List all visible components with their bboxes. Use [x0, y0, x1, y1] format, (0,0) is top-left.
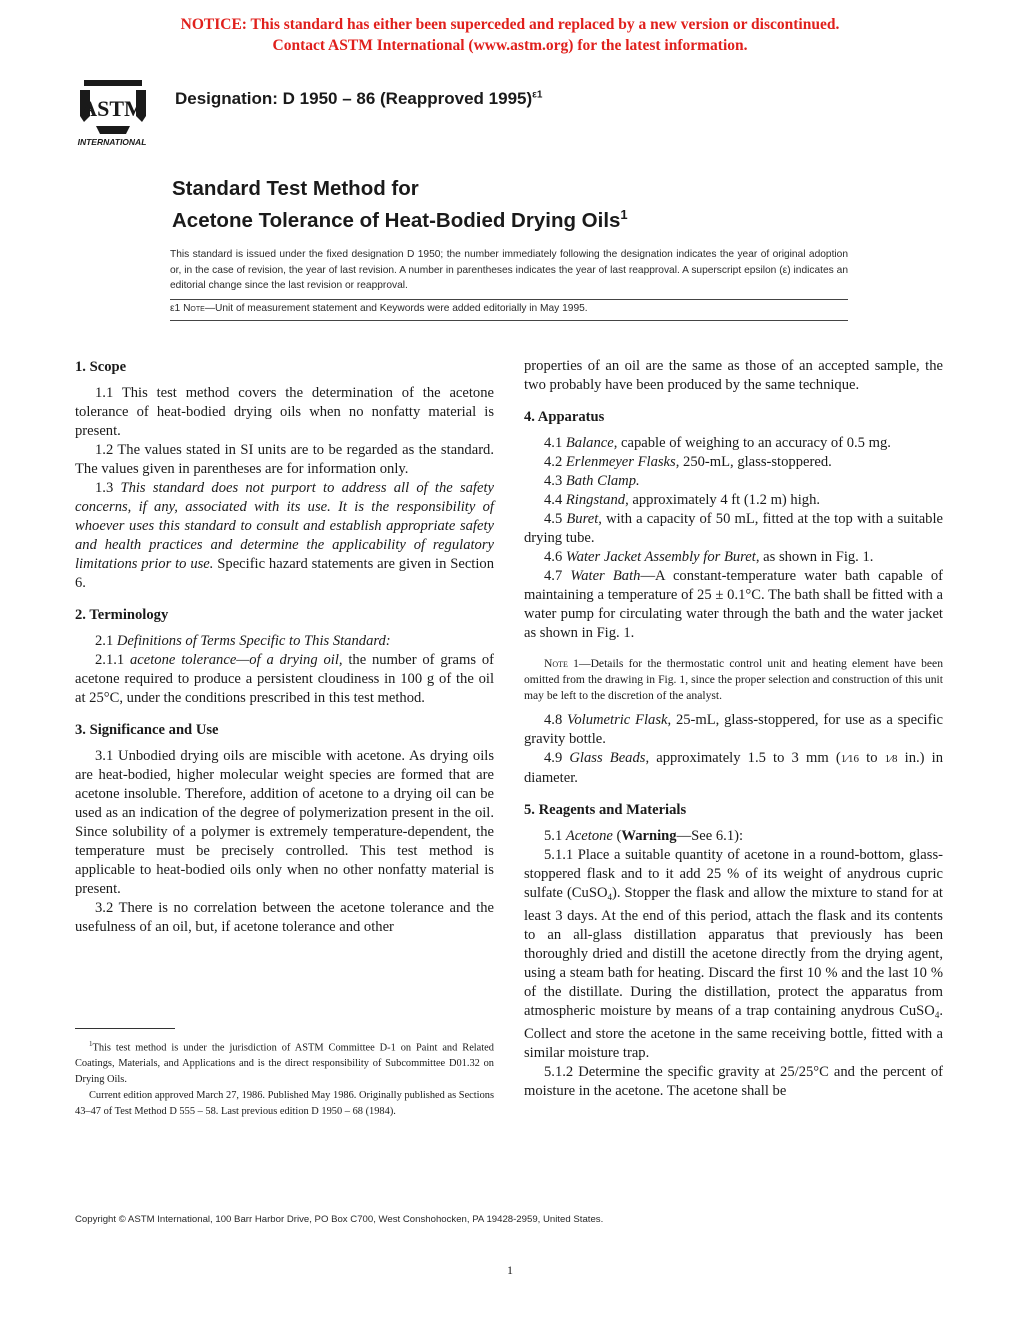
logo-text: ASTM	[81, 96, 145, 121]
editorial-divider	[170, 320, 848, 321]
section-heading-apparatus: 4. Apparatus	[524, 409, 605, 425]
title-line-2: Acetone Tolerance of Heat-Bodied Drying Oils	[172, 208, 621, 232]
apparatus-list-2	[524, 711, 943, 749]
paragraph-3-2-continued: properties of an oil are the same as those of an accepted sample, the two probably have been produced by the same technique.	[524, 358, 943, 393]
p5-1-1-sub-b: 4	[934, 1010, 940, 1020]
item-name: Bath Clamp.	[565, 473, 640, 489]
document-title	[172, 176, 628, 234]
note-1	[524, 656, 943, 704]
item-name: Balance	[565, 435, 614, 451]
apparatus-list	[524, 434, 943, 643]
p5-1-name: Acetone	[565, 828, 613, 844]
right-column	[524, 357, 943, 1101]
page-number: 1	[507, 1263, 513, 1277]
section-heading-scope: 1. Scope	[75, 359, 127, 375]
item-number: 4.1	[544, 435, 566, 451]
p4-9-frac1: 1⁄16	[840, 753, 860, 765]
p5-1-1-a: 5.1.1 Place a suitable quantity of acetone in a round-bottom, glass-stoppered flask and to it add 25 % of its weight of anydrous cupric sulfate (CuSO	[524, 847, 943, 901]
p2-1-1-num: 2.1.1	[95, 652, 130, 668]
notice-line-1: NOTICE: This standard has either been superceded and replaced by a new version or discontinued.	[180, 16, 840, 33]
item-text: —A constant-temperature water bath capable of maintaining a temperature of 25 ± 0.1°C. The bath shall be fitted with a water pump for circulating water through the bath and the water jacket as shown in Fig. 1.	[524, 568, 943, 641]
issuance-statement: This standard is issued under the fixed designation D 1950; the number immediately following the designation indicates the year of original adoption or, in the case of revision, the year of last revision. A number in parentheses indicates the year of last reapproval. A superscript epsilon (ε) indicates an editorial change since the last revision or reapproval.	[170, 249, 848, 292]
left-column	[75, 357, 494, 937]
paragraph-2-1-1	[75, 651, 494, 708]
paragraph-5-1-2: 5.1.2 Determine the specific gravity at 25/25°C and the percent of moisture in the acetone. The acetone shall be	[524, 1064, 943, 1099]
apparatus-item-2	[524, 472, 943, 491]
astm-logo	[62, 76, 162, 148]
item-name: Water Jacket Assembly for Buret	[565, 549, 756, 565]
paragraph-2-1	[75, 632, 494, 651]
p2-1-italic: Definitions of Terms Specific to This Standard:	[116, 633, 391, 649]
title-line-1: Standard Test Method for	[172, 177, 419, 200]
paragraph-1-2: 1.2 The values stated in SI units are to be regarded as the standard. The values given in parentheses are for information only.	[75, 442, 494, 477]
item-text: , capable of weighing to an accuracy of 0.5 mg.	[613, 435, 891, 451]
p1-3-tail: Specific hazard statements are given in Section 6.	[75, 556, 494, 591]
item-name: Buret	[566, 511, 599, 527]
item-text: , approximately 4 ft (1.2 m) high.	[625, 492, 821, 508]
title-footnote-ref: 1	[620, 207, 628, 222]
paragraph-1-1: 1.1 This test method covers the determination of the acetone tolerance of heat-bodied drying oils when no nonfatty material is present.	[75, 385, 494, 439]
p4-9-frac2: 1⁄8	[884, 753, 898, 765]
p4-9-text: , approximately 1.5 to 3 mm (	[645, 750, 841, 766]
paragraph-3-2: 3.2 There is no correlation between the acetone tolerance and the usefulness of an oil, but, if acetone tolerance and other	[75, 900, 494, 935]
p5-1-num: 5.1	[544, 828, 566, 844]
item-number: 4.5	[544, 511, 567, 527]
designation-sup: ε1	[532, 89, 543, 101]
p2-1-1-text: the number of grams of acetone required to produce a persistent cloudiness in 100 g of the oil at 25°C, under the conditions prescribed in this test method.	[75, 652, 494, 706]
paragraph-3-1: 3.1 Unbodied drying oils are miscible with acetone. As drying oils are heat-bodied, higher molecular weight species are formed that are acetone insoluble. Therefore, addition of acetone to a drying oil can be used as an indication of the degree of polymerization present in the oil. Since solubility of a polymer is extremely temperature-dependent, the temperature must be precisely controlled. This test method is applicable to heat-bodied oils only when no other nonfatty material is present.	[75, 748, 494, 897]
paragraph-5-1-1	[524, 846, 943, 1063]
p1-3-italic: This standard does not purport to address all of the safety concerns, if any, associated with its use. It is the responsibility of whoever uses this standard to consult and establish appropriate safety and health practices and determine the applicability of regulatory limitations prior to use.	[75, 480, 494, 572]
editorial-prefix: ε1	[170, 303, 181, 314]
item-number: 4.4	[544, 492, 566, 508]
editorial-label: Note	[183, 303, 205, 314]
p4-9-name: Glass Beads	[569, 750, 646, 766]
section-heading-significance: 3. Significance and Use	[75, 722, 219, 738]
item-number: 4.7	[544, 568, 571, 584]
footnote-divider	[75, 1028, 175, 1029]
copyright-line: Copyright © ASTM International, 100 Barr Harbor Drive, PO Box C700, West Conshohocken, PA 19428-2959, United States.	[75, 1214, 604, 1225]
designation-text: Designation: D 1950 – 86 (Reapproved 1995)	[175, 89, 533, 108]
item-name: Volumetric Flask	[567, 712, 668, 728]
section-heading-reagents: 5. Reagents and Materials	[524, 802, 687, 818]
p5-1-close: —See 6.1):	[676, 828, 744, 844]
editorial-note	[170, 303, 588, 314]
p4-9-mid: to	[859, 750, 885, 766]
note-1-text: —Details for the thermostatic control unit and heating element have been omitted from the drawing in Fig. 1, since the proper selection and construction of this unit may be left to the discretion of the analyst.	[524, 657, 943, 702]
item-name: Ringstand	[565, 492, 626, 508]
footnote-1-text: This test method is under the jurisdiction of ASTM Committee D-1 on Paint and Related Coatings, Materials, and Applications and is the direct responsibility of Subcommittee D01.32 on Drying Oils.	[75, 1042, 494, 1086]
item-text: , as shown in Fig. 1.	[755, 549, 874, 565]
p5-1-1-sub-a: 4	[607, 892, 612, 902]
logo-subtext: INTERNATIONAL	[77, 137, 147, 147]
apparatus-item-0	[524, 434, 943, 453]
apparatus-item-b-0	[524, 711, 943, 749]
issuance-divider	[170, 299, 848, 300]
paragraph-5-1	[524, 827, 943, 846]
p5-1-open: (	[612, 828, 622, 844]
footnotes	[75, 1036, 494, 1120]
p5-1-1-b: ). Stopper the flask and allow the mixture to stand for at least 3 days. At the end of this period, attach the flask and its contents to an all-glass distillation apparatus that previously has been thoroughly dried and distill the acetone directly from the drying agent, using a steam bath for heating. Discard the first 10 % and the last 10 % of the distillate. During the distillation, protect the apparatus from atmospheric moisture by means of a trap containing anydrous CuSO	[524, 885, 943, 1019]
p2-1-num: 2.1	[95, 633, 117, 649]
p4-9-end: in.) in diameter.	[524, 750, 944, 786]
p2-1-1-italic: acetone tolerance—of a drying oil,	[130, 652, 343, 668]
apparatus-item-3	[524, 491, 943, 510]
notice-banner	[0, 14, 1020, 56]
paragraph-4-9	[524, 749, 943, 788]
note-1-label: Note 1	[544, 657, 579, 670]
p5-1-1-c: . Collect and store the acetone in the same receiving bottle, fitted with a similar moisture trap.	[524, 1003, 943, 1061]
item-number: 4.3	[544, 473, 566, 489]
apparatus-item-1	[524, 453, 943, 472]
item-number: 4.2	[544, 454, 566, 470]
editorial-text: —Unit of measurement statement and Keywords were added editorially in May 1995.	[204, 303, 588, 314]
item-name: Water Bath	[570, 568, 641, 584]
paragraph-1-3	[75, 479, 494, 593]
item-name: Erlenmeyer Flasks	[565, 454, 676, 470]
item-number: 4.6	[544, 549, 566, 565]
designation	[175, 89, 542, 109]
item-text: , 25-mL, glass-stoppered, for use as a specific gravity bottle.	[524, 712, 943, 747]
notice-line-2: Contact ASTM International (www.astm.org) for the latest information.	[272, 37, 748, 54]
apparatus-item-5	[524, 548, 943, 567]
footnote-1	[75, 1036, 494, 1088]
p4-9-num: 4.9	[544, 750, 570, 766]
apparatus-item-4	[524, 510, 943, 548]
item-number: 4.8	[544, 712, 568, 728]
p1-3-num: 1.3	[95, 480, 121, 496]
apparatus-item-6	[524, 567, 943, 643]
footnote-2: Current edition approved March 27, 1986. Published May 1986. Originally published as Sections 43–47 of Test Method D 555 – 58. Last previous edition D 1950 – 68 (1984).	[75, 1090, 494, 1118]
item-text: , 250-mL, glass-stoppered.	[675, 454, 832, 470]
item-text: , with a capacity of 50 mL, fitted at the top with a suitable drying tube.	[524, 511, 944, 546]
footnote-1-marker: 1	[89, 1040, 93, 1048]
p5-1-warning: Warning	[621, 828, 677, 844]
section-heading-terminology: 2. Terminology	[75, 607, 169, 623]
